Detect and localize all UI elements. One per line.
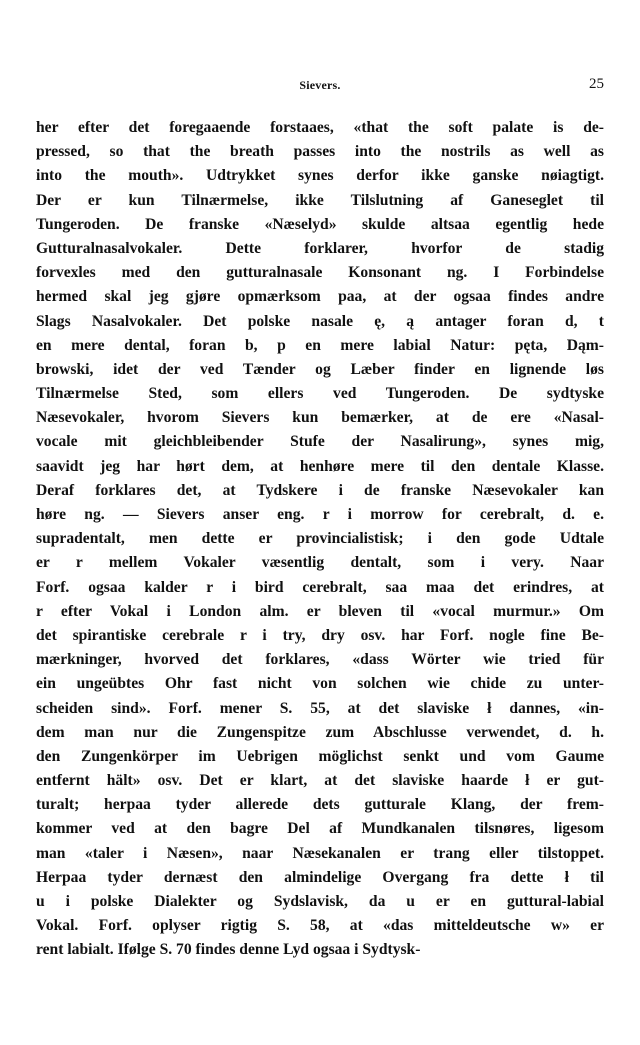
- text-line: Tilnærmelse Sted, som ellers ved Tungeroden. De sydtyske: [36, 385, 604, 403]
- text-line: man «taler i Næsen», naar Næsekanalen er trang eller tilstoppet.: [36, 844, 604, 862]
- text-line: Næsevokaler, hvorom Sievers kun bemærker, at de ere «Nasal-: [36, 409, 604, 427]
- text-line: en mere dental, foran b, p en mere labial Natur: pęta, Dąm-: [36, 336, 604, 354]
- text-line: Vokal. Forf. oplyser rigtig S. 58, at «das mitteldeutsche w» er: [36, 917, 604, 935]
- text-line: Herpaa tyder dernæst den almindelige Overgang fra dette ł til: [36, 868, 604, 886]
- page-number: 25: [589, 76, 604, 92]
- text-line: vocale mit gleichbleibender Stufe der Nasalirung», synes mig,: [36, 433, 604, 451]
- text-line: er r mellem Vokaler væsentlig dentalt, som i very. Naar: [36, 554, 604, 572]
- text-line: supradentalt, men dette er provincialistisk; i den gode Udtale: [36, 530, 604, 548]
- running-head: Sievers.: [299, 78, 341, 92]
- text-line: her efter det foregaaende forstaaes, «that the soft palate is de-: [36, 119, 604, 136]
- text-line: ein ungeübtes Ohr fast nicht von solchen wie chide zu unter-: [36, 675, 604, 693]
- text-line: Deraf forklares det, at Tydskere i de franske Næsevokaler kan: [36, 481, 604, 499]
- text-line: forvexles med den gutturalnasale Konsonant ng. I Forbindelse: [36, 264, 604, 282]
- text-line: mærkninger, hvorved det forklares, «dass Wörter wie tried für: [36, 651, 604, 669]
- text-line: kommer ved at den bagre Del af Mundkanalen tilsnøres, ligesom: [36, 820, 604, 838]
- text-line: entfernt hält» osv. Det er klart, at det slaviske haarde ł er gut-: [36, 772, 604, 790]
- text-line: Der er kun Tilnærmelse, ikke Tilslutning af Ganeseglet til: [36, 191, 604, 209]
- text-line: Tungeroden. De franske «Næselyd» skulde altsaa egentlig hede: [36, 215, 604, 233]
- text-line: høre ng. — Sievers anser eng. r i morrow for cerebralt, d. e.: [36, 506, 604, 523]
- text-line: hermed skal jeg gjøre opmærksom paa, at der ogsaa findes andre: [36, 288, 604, 306]
- text-line: den Zungenkörper im Uebrigen möglichst senkt und vom Gaume: [36, 747, 604, 765]
- text-line: Forf. ogsaa kalder r i bird cerebralt, saa maa det erindres, at: [36, 578, 604, 596]
- text-line: rent labialt. Ifølge S. 70 findes denne Lyd ogsaa i Sydtysk-: [36, 941, 421, 959]
- text-line: det spirantiske cerebrale r i try, dry osv. har Forf. nogle fine Be-: [36, 626, 604, 644]
- text-line: u i polske Dialekter og Sydslavisk, da u er en guttural-labial: [36, 893, 604, 910]
- text-line: saavidt jeg har hørt dem, at henhøre mere til den dentale Klasse.: [36, 457, 604, 475]
- body-text: [36, 116, 604, 963]
- text-line: pressed, so that the breath passes into the nostrils as well as: [36, 143, 604, 161]
- text-line: Gutturalnasalvokaler. Dette forklarer, hvorfor de stadig: [36, 239, 604, 257]
- text-line: into the mouth». Udtrykket synes derfor ikke ganske nøiagtigt.: [36, 167, 604, 185]
- text-line: turalt; herpaa tyder allerede dets gutturale Klang, der frem-: [36, 796, 604, 814]
- text-line: Slags Nasalvokaler. Det polske nasale ę, ą antager foran d, t: [36, 312, 604, 330]
- text-line: scheiden sind». Forf. mener S. 55, at det slaviske ł dannes, «in-: [36, 699, 604, 717]
- text-line: dem man nur die Zungenspitze zum Abschlusse verwendet, d. h.: [36, 723, 604, 741]
- text-line: r efter Vokal i London alm. er bleven til «vocal murmur.» Om: [36, 602, 604, 620]
- page-header: [36, 78, 604, 100]
- text-line: browski, idet der ved Tænder og Læber finder en lignende løs: [36, 360, 604, 378]
